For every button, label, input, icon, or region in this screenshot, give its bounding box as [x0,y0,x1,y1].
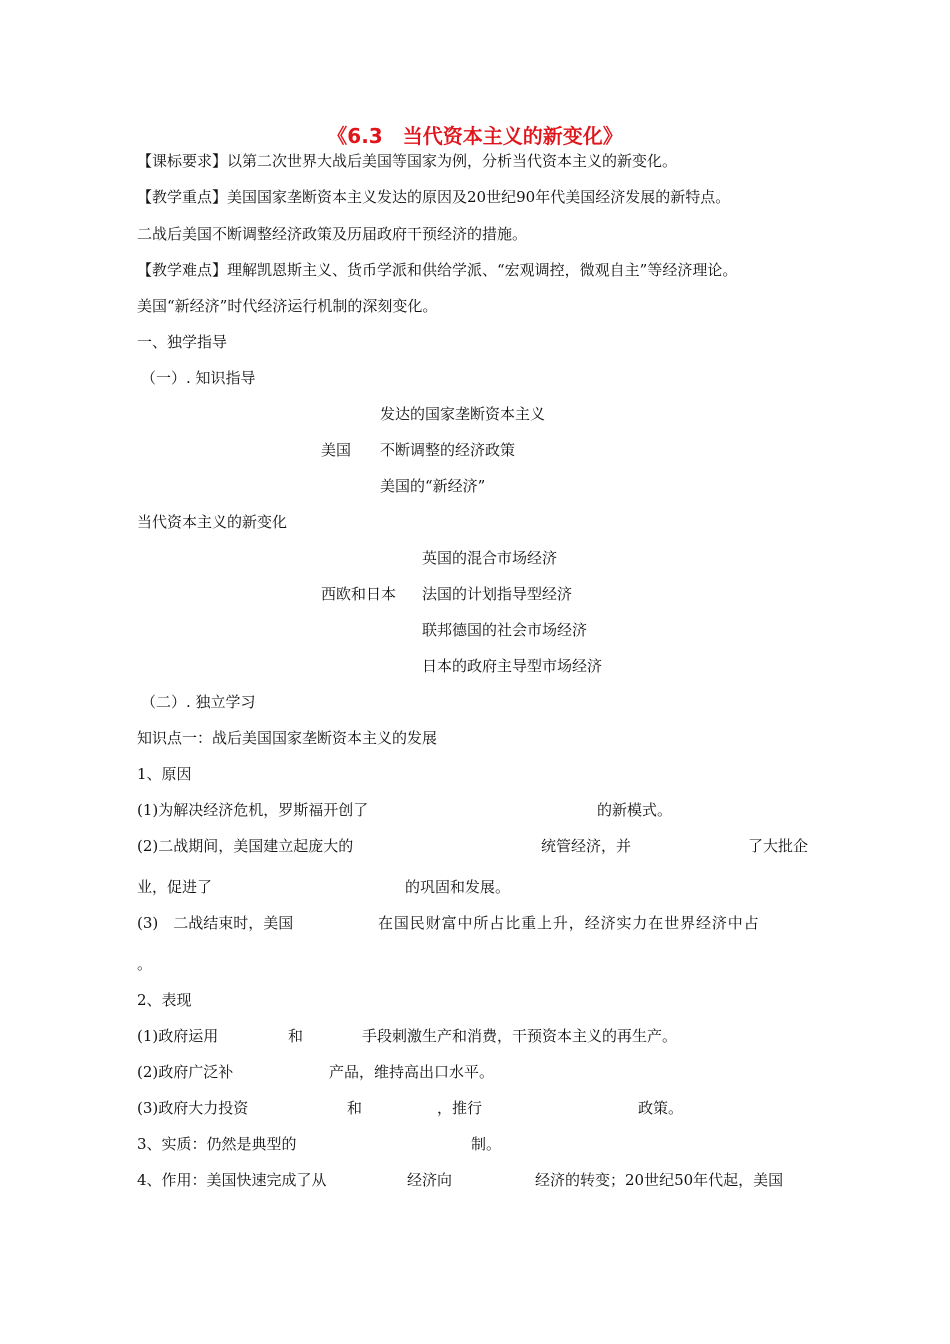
manifest-item-2-text: (2)政府广泛补 [137,1063,234,1081]
tree-usa-item: 发达的国家垄断资本主义 [380,405,546,423]
manifest-item-1-and: 和 [288,1027,304,1045]
cause-item-2-continuation [137,877,813,897]
effect-text: 4、作用：美国快速完成了从 [137,1171,327,1189]
effect-mid: 经济向 [407,1171,453,1189]
essence-text: 3、实质：仍然是典型的 [137,1135,297,1153]
subsection-heading: （一）. 知识指导 [141,369,256,387]
cause-item-2-cont-tail: 的巩固和发展。 [405,878,511,896]
difficulty-text: 理解凯恩斯主义、货币学派和供给学派、“宏观调控，微观自主”等经济理论。 [227,261,738,279]
manifest-item-3 [137,1098,813,1118]
manifest-item-1 [137,1026,813,1046]
manifest-item-2-tail: 产品，维持高出口水平。 [329,1063,495,1081]
tree-europe-label: 西欧和日本 [321,585,397,603]
effect-tail: 经济的转变；20世纪50年代起，美国 [535,1171,784,1189]
curriculum-requirement [137,151,677,171]
knowledge-point-heading: 知识点一：战后美国国家垄断资本主义的发展 [137,729,438,747]
cause-item-2-cont-text: 业，促进了 [137,878,213,896]
manifest-item-3-text: (3)政府大力投资 [137,1099,249,1117]
section-heading: 一、独学指导 [137,333,228,351]
requirement-text: 以第二次世界大战后美国等国家为例，分析当代资本主义的新变化。 [227,152,678,170]
key-point-label: 【教学重点】 [137,188,228,206]
cause-item-1-text: (1)为解决经济危机，罗斯福开创了 [137,801,369,819]
cause-item-3 [137,913,813,933]
manifest-item-3-tail: 政策。 [638,1099,684,1117]
manifest-heading: 2、表现 [137,991,192,1009]
tree-usa-item: 美国的“新经济” [380,477,486,495]
manifest-item-3-mid: ，推行 [437,1099,483,1117]
cause-item-2-mid: 统管经济，并 [541,837,632,855]
key-point [137,187,730,207]
tree-usa-item: 不断调整的经济政策 [380,441,516,459]
cause-item-1-tail: 的新模式。 [597,801,673,819]
effect-line [137,1170,813,1190]
tree-europe-item: 英国的混合市场经济 [422,549,558,567]
tree-europe-item: 日本的政府主导型市场经济 [422,657,603,675]
tree-europe-item: 法国的计划指导型经济 [422,585,573,603]
cause-item-2-text: (2)二战期间，美国建立起庞大的 [137,837,354,855]
manifest-item-3-and: 和 [347,1099,363,1117]
requirement-label: 【课标要求】 [137,152,228,170]
essence-tail: 制。 [471,1135,502,1153]
manifest-item-2 [137,1062,813,1082]
cause-item-1 [137,800,813,820]
manifest-item-1-tail: 手段刺激生产和消费，干预资本主义的再生产。 [362,1027,678,1045]
cause-item-3-tail: 在国民财富中所占比重上升，经济实力在世界经济中占 [378,914,760,932]
key-point-continuation: 二战后美国不断调整经济政策及历届政府干预经济的措施。 [137,225,528,243]
difficulty-continuation: 美国“新经济”时代经济运行机制的深刻变化。 [137,297,438,315]
cause-item-2-tail: 了大批企 [748,837,809,855]
tree-europe-item: 联邦德国的社会市场经济 [422,621,588,639]
cause-heading: 1、原因 [137,765,192,783]
cause-item-3-continuation: 。 [137,955,153,973]
manifest-item-1-text: (1)政府运用 [137,1027,219,1045]
difficulty-label: 【教学难点】 [137,261,228,279]
page-title: 《6.3 当代资本主义的新变化》 [327,124,623,148]
tree-root: 当代资本主义的新变化 [137,513,288,531]
cause-item-2 [137,836,813,856]
tree-usa-label: 美国 [321,441,352,459]
key-point-text: 美国国家垄断资本主义发达的原因及20世纪90年代美国经济发展的新特点。 [227,188,731,206]
difficulty [137,260,737,280]
subsection-heading: （二）. 独立学习 [141,693,256,711]
essence-line [137,1134,813,1154]
cause-item-3-text: (3) 二战结束时，美国 [137,914,294,932]
